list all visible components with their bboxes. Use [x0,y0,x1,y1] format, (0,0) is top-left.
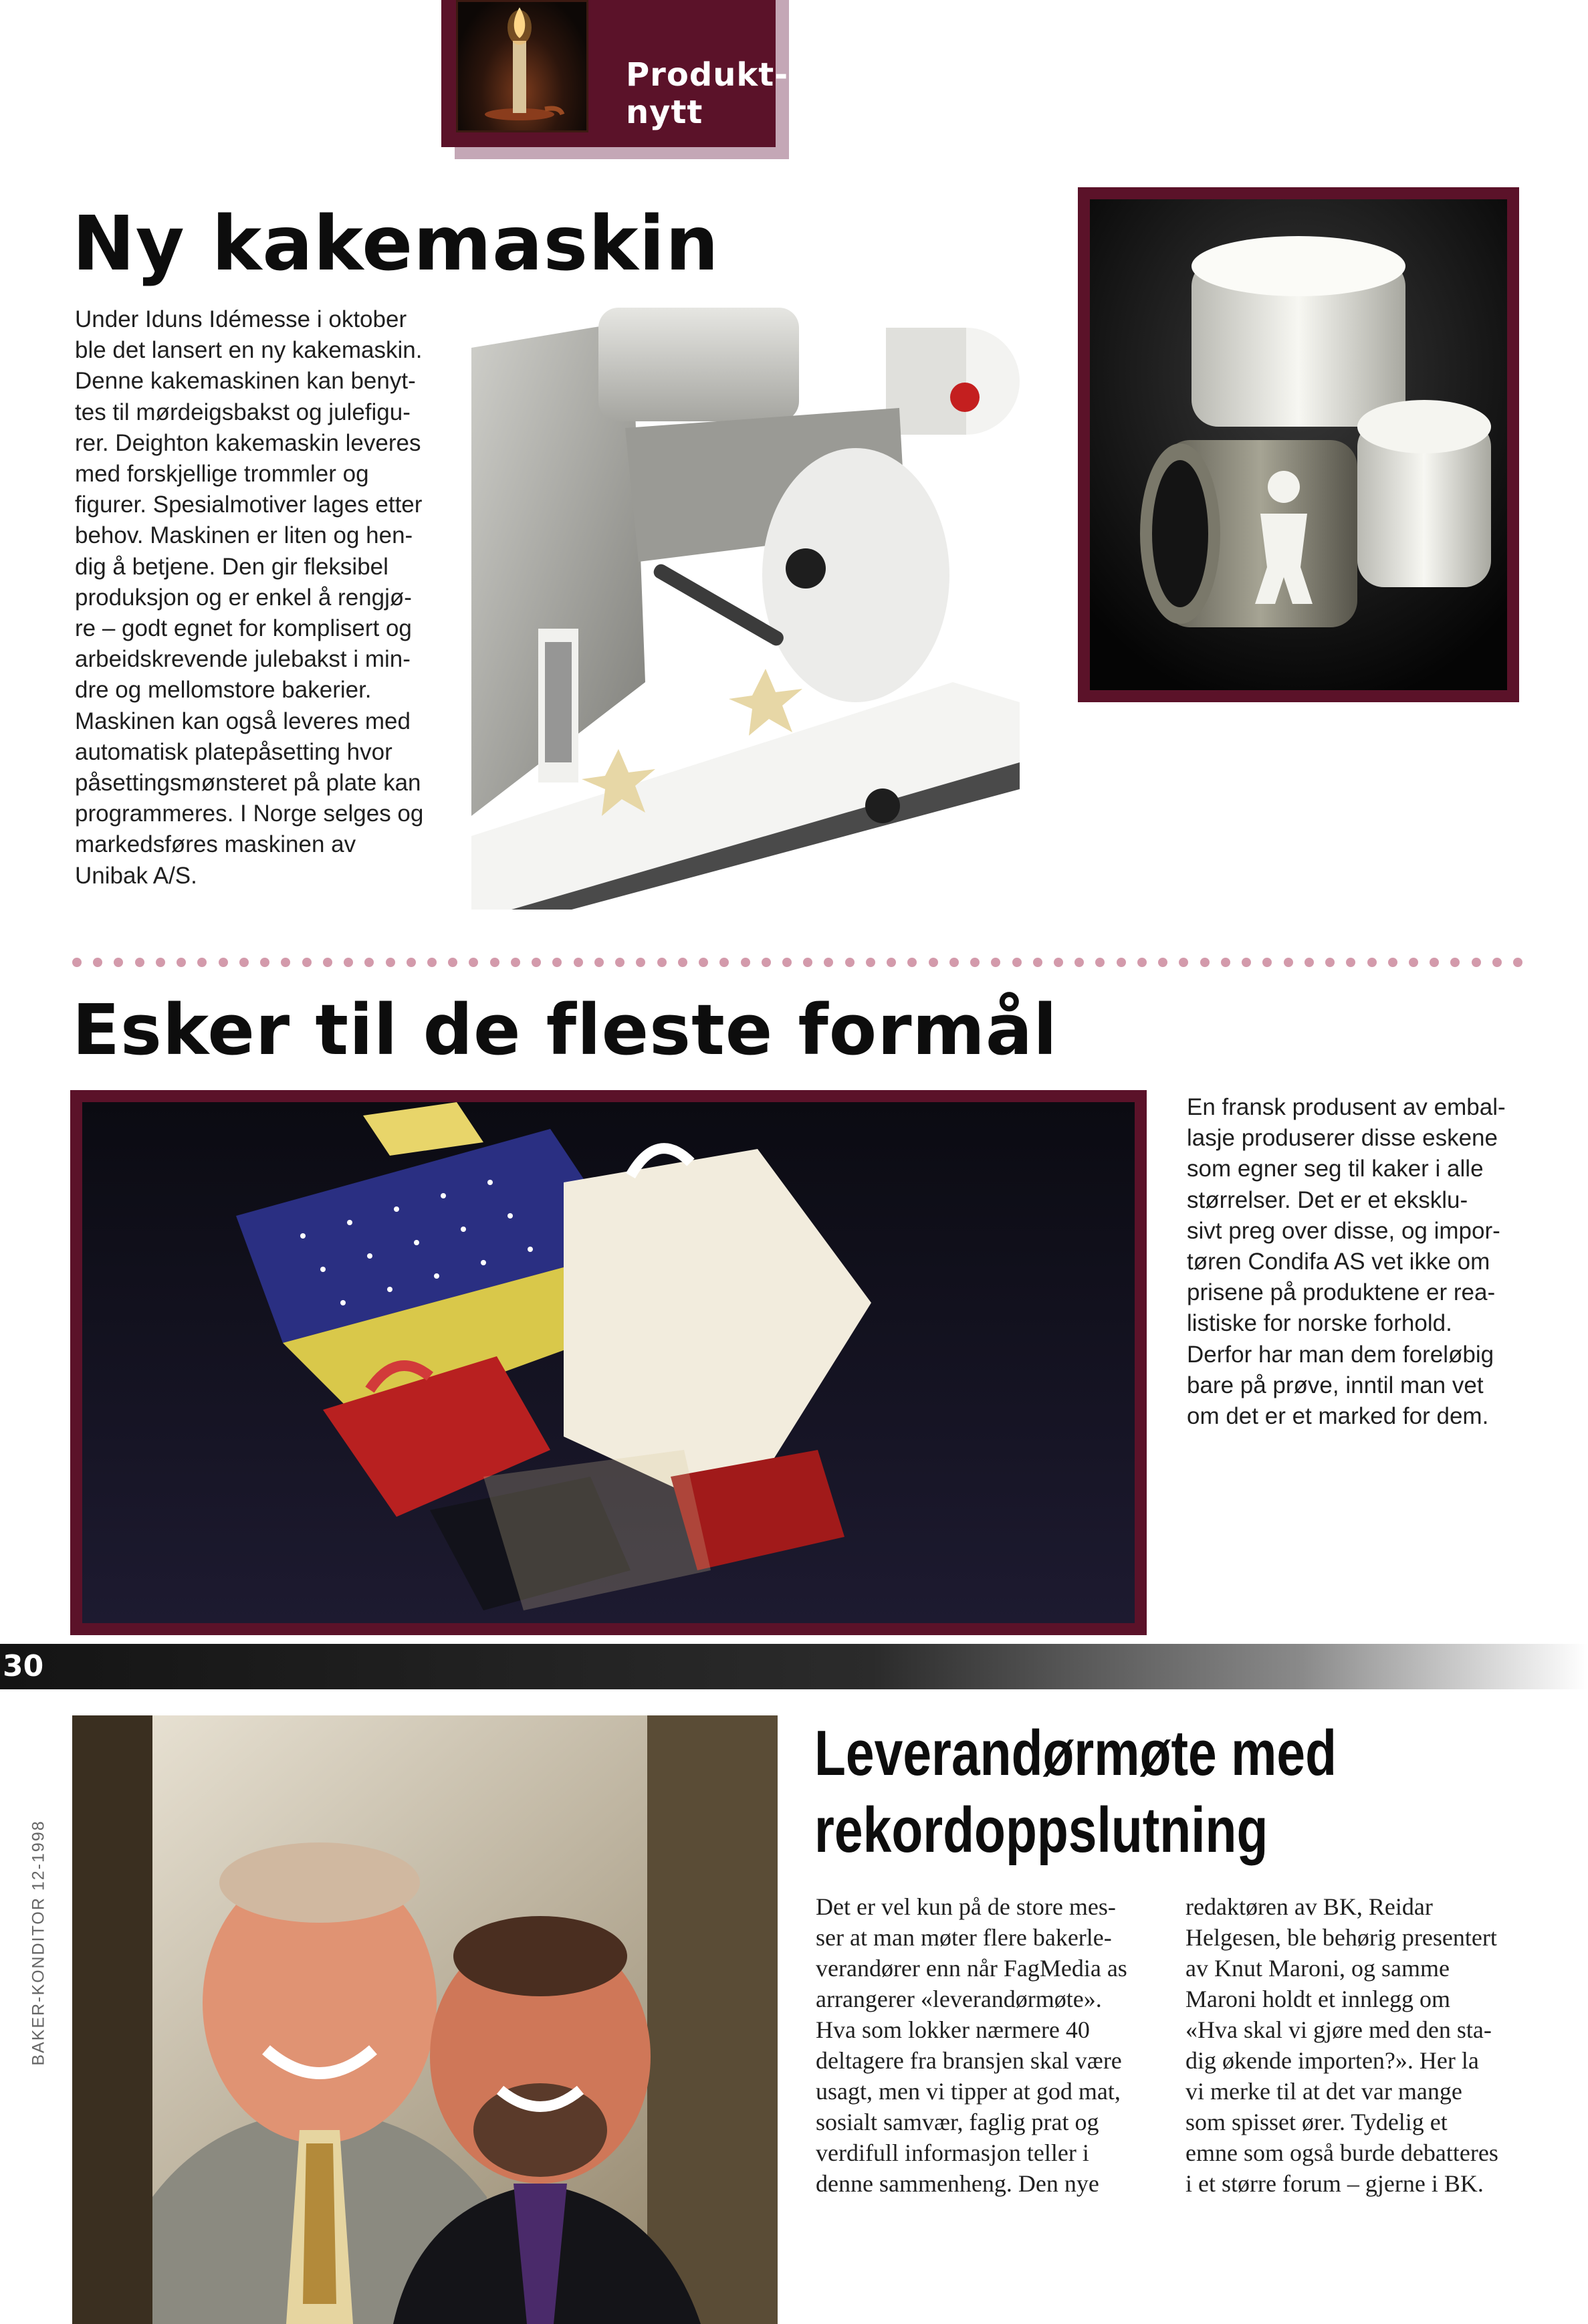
article-body-esker: En fransk produsent av embal- lasje produserer disse eskene som egner seg til kaker i alle størrelser. Det er et eksklu- sivt preg over disse, og impor- tøren Condifa AS vet ikke om prisene på produktene er rea- listiske for norske forhold. Derfor har man dem foreløbig bare på prøve, inntil man vet om det er et marked for dem. [1187,1094,1506,1430]
candle-icon [458,2,586,130]
article-body-leverandormote-col2: redaktøren av BK, Reidar Helgesen, ble behørig presentert av Knut Maroni, og samme Maroni holdt et innlegg om «Hva skal vi gjøre med den sta- dig økende importen?». Her la vi merke til at det var mange som spisset ører. Tydelig et emne som også burde debatteres i et større forum – gjerne i BK. [1185,1893,1498,2197]
article-body-kakemaskin: Under Iduns Idémesse i oktober ble det lansert en ny kakemaskin. Denne kakemaskinen kan benyt- tes til mørdeigsbakst og julefigu- rer. Deighton kakemaskin leveres med forskjellige trommler og figurer. Spesialmotiver lages etter behov. Maskinen er liten og hen- dig å betjene. Den gir fleksibel produksjon og er enkel å rengjø- re – godt egnet for komplisert og arbeidskrevende julebakst i min- dre og mellomstore bakerier. Maskinen kan også leveres med automatisk platepåsetting hvor påsettingsmønsteret på plate kan programmeres. I Norge selges og markedsføres maskinen av Unibak A/S. [75,306,424,889]
photo-two-men [72,1715,778,2324]
cutting-rollers-illustration [1090,199,1507,690]
section-label: Produkt- nytt [626,56,789,131]
headline-leverandormote-line2: rekordoppslutning [814,1794,1268,1866]
article-body-leverandormote-col1: Det er vel kun på de store mes- ser at man møter flere bakerle- verandører enn når FagMedia as arrangerer «leverandørmøte». Hva som lokker nærmere 40 deltagere fra bransjen skal være usagt, men vi tipper at god mat, sosialt samvær, faglig prat og verdifull informasjon teller i denne sammenheng. Den nye [816,1893,1127,2197]
candle-photo [456,0,588,132]
photo-cake-machine [471,308,1020,910]
badge-box [441,0,789,147]
section-badge [441,0,789,159]
headline-ny-kakemaskin: Ny kakemaskin [72,201,719,288]
headline-esker: Esker til de fleste formål [72,989,1058,1071]
running-head: BAKER-KONDITOR 12-1998 [29,1820,48,2066]
cake-boxes-illustration [82,1102,1135,1623]
two-men-illustration [72,1715,778,2324]
page-number: 30 [3,1649,44,1683]
headline-leverandormote-line1: Leverandørmøte med [814,1717,1337,1789]
dotted-divider [72,956,1523,968]
photo-cake-boxes [70,1090,1147,1635]
photo-cutting-rollers [1078,187,1519,702]
page-number-band [0,1644,1588,1689]
cake-machine-illustration [471,308,1020,910]
